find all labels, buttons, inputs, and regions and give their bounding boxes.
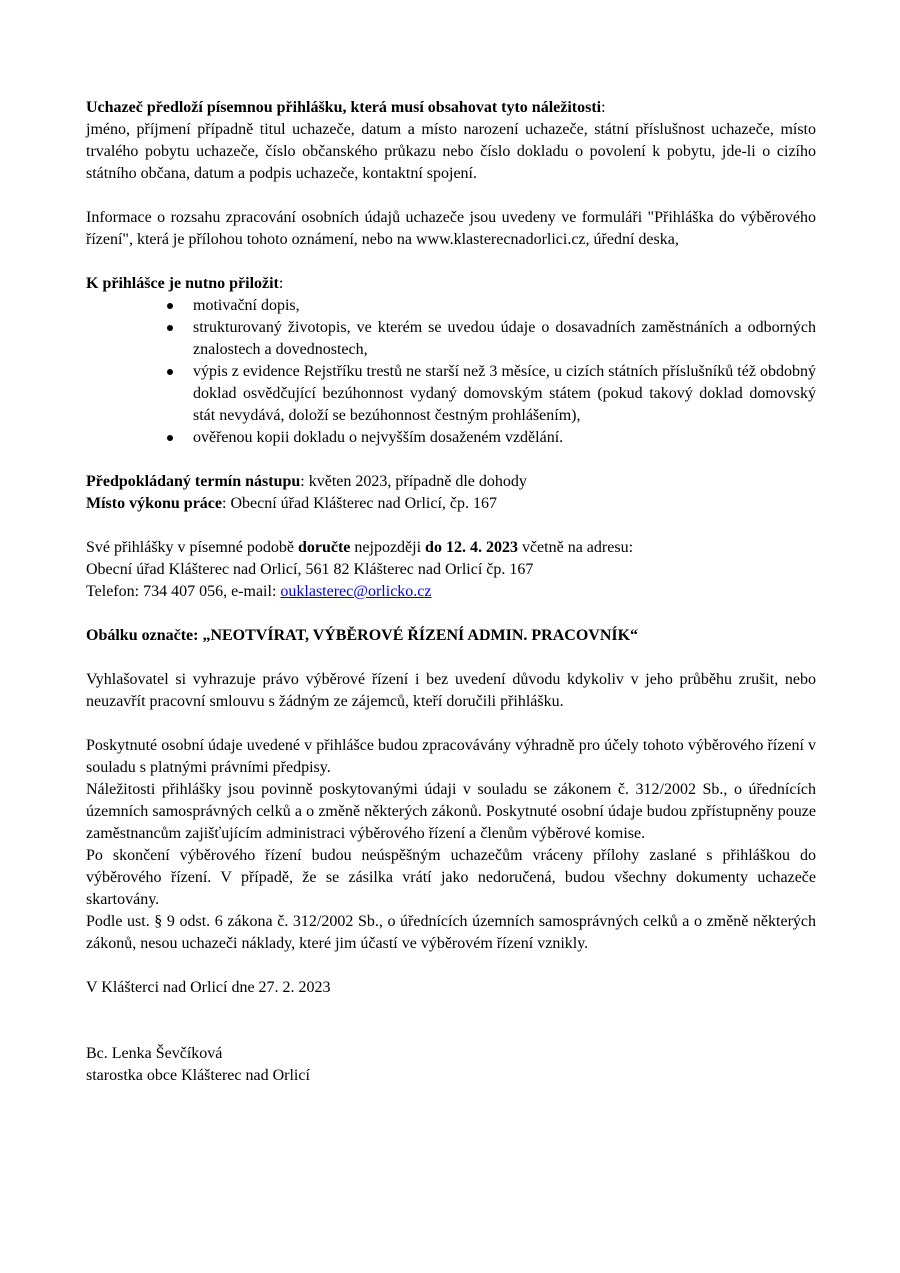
- start-date-value: : květen 2023, případně dle dohody: [300, 473, 527, 490]
- data-protection-paragraph: Po skončení výběrového řízení budou neúspěšným uchazečům vráceny přílohy zaslané s přihláškou do výběrového řízení. V případě, že se zásilka vrátí jako nedoručená, budou všechny dokumenty uchazeče skartovány.: [86, 847, 816, 908]
- bullet-icon: [167, 303, 173, 309]
- list-item: [193, 361, 816, 427]
- data-protection-paragraph: Poskytnuté osobní údaje uvedené v přihlášce budou zpracovávány výhradně pro účely tohoto výběrového řízení v souladu s platnými právními předpisy.: [86, 737, 816, 776]
- data-protection-paragraph: Náležitosti přihlášky jsou povinně poskytovanými údaji v souladu se zákonem č. 312/2002 Sb., o úřednících územních samosprávných celků a o změně některých zákonů. Poskytnuté osobní údaje budou zpřístupněny pouze zaměstnancům zajišťujícím administraci výběrového řízení a členům výběrové komise.: [86, 781, 816, 842]
- submission-text: nejpozději: [350, 539, 426, 556]
- phone-text: Telefon: 734 407 056, e-mail:: [86, 583, 281, 600]
- workplace-line: [86, 493, 816, 515]
- submission-deliver: doručte: [297, 539, 351, 556]
- list-item: [193, 295, 816, 317]
- submission-address: Obecní úřad Klášterec nad Orlicí, 561 82 Klášterec nad Orlicí čp. 167: [86, 561, 534, 578]
- info-paragraph: Informace o rozsahu zpracování osobních údajů uchazeče jsou uvedeny ve formuláři "Přihláška do výběrového řízení", která je přílohou tohoto oznámení, nebo na www.klasterecnadorlici.cz, úřední deska,: [86, 209, 816, 248]
- submission-line: [86, 537, 816, 559]
- envelope-label: Obálku označte: „NEOTVÍRAT, VÝBĚROVÉ ŘÍZENÍ ADMIN. PRACOVNÍK“: [86, 627, 639, 644]
- attachment-text: ověřenou kopii dokladu o nejvyšším dosaženém vzdělání.: [193, 429, 564, 446]
- bullet-icon: [167, 435, 173, 441]
- submission-text: včetně na adresu:: [517, 539, 634, 556]
- requirements-text: jméno, příjmení případně titul uchazeče, datum a místo narození uchazeče, státní příslušnost uchazeče, místo trvalého pobytu uchazeče, číslo občanského průkazu nebo číslo dokladu o povolení k pobytu, jde-li o cizího státního občana, datum a podpis uchazeče, kontaktní spojení.: [86, 121, 816, 182]
- requirements-heading-line: [86, 97, 816, 119]
- list-item: [193, 427, 816, 449]
- signatory-title: starostka obce Klášterec nad Orlicí: [86, 1067, 310, 1084]
- workplace-value: : Obecní úřad Klášterec nad Orlicí, čp. 167: [222, 495, 498, 512]
- bullet-icon: [167, 369, 173, 375]
- data-protection-paragraph: Podle ust. § 9 odst. 6 zákona č. 312/2002 Sb., o úřednících územních samosprávných celků a o změně některých zákonů, nesou uchazeči náklady, které jim účastí ve výběrovém řízení vznikly.: [86, 913, 816, 952]
- attachment-text: výpis z evidence Rejstříku trestů ne starší než 3 měsíce, u cizích státních příslušníků též obdobný doklad osvědčující bezúhonnost vydaný domovským státem (pokud takový doklad domovský stát nevydává, doloží se bezúhonnost čestným prohlášením),: [193, 363, 816, 424]
- signatory-name: Bc. Lenka Ševčíková: [86, 1045, 223, 1062]
- start-date-label: Předpokládaný termín nástupu: [86, 473, 301, 490]
- requirements-heading: Uchazeč předloží písemnou přihlášku, která musí obsahovat tyto náležitosti: [86, 99, 602, 116]
- envelope-line: [86, 625, 816, 647]
- workplace-label: Místo výkonu práce: [86, 495, 222, 512]
- attachments-colon: :: [278, 275, 284, 292]
- attachment-text: strukturovaný životopis, ve kterém se uvedou údaje o dosavadních zaměstnáních a odborných znalostech a dovednostech,: [193, 319, 816, 358]
- requirements-colon: :: [601, 99, 606, 116]
- attachment-text: motivační dopis,: [193, 297, 300, 314]
- email-link[interactable]: ouklasterec@orlicko.cz: [280, 583, 432, 600]
- document-page: [86, 97, 816, 1087]
- place-date: V Klášterci nad Orlicí dne 27. 2. 2023: [86, 979, 331, 996]
- contact-line: [86, 581, 816, 603]
- rights-paragraph: Vyhlašovatel si vyhrazuje právo výběrové řízení i bez uvedení důvodu kdykoliv v jeho průběhu zrušit, nebo neuzavřít pracovní smlouvu s žádným ze zájemců, kteří doručili přihlášku.: [86, 671, 816, 710]
- attachments-heading-line: [86, 273, 816, 295]
- list-item: [193, 317, 816, 361]
- start-date-line: [86, 471, 816, 493]
- submission-text: Své přihlášky v písemné podobě: [86, 539, 298, 556]
- attachments-heading: K přihlášce je nutno přiložit: [86, 275, 279, 292]
- submission-deadline: do 12. 4. 2023: [425, 539, 518, 556]
- bullet-icon: [167, 325, 173, 331]
- attachments-list: [86, 295, 816, 449]
